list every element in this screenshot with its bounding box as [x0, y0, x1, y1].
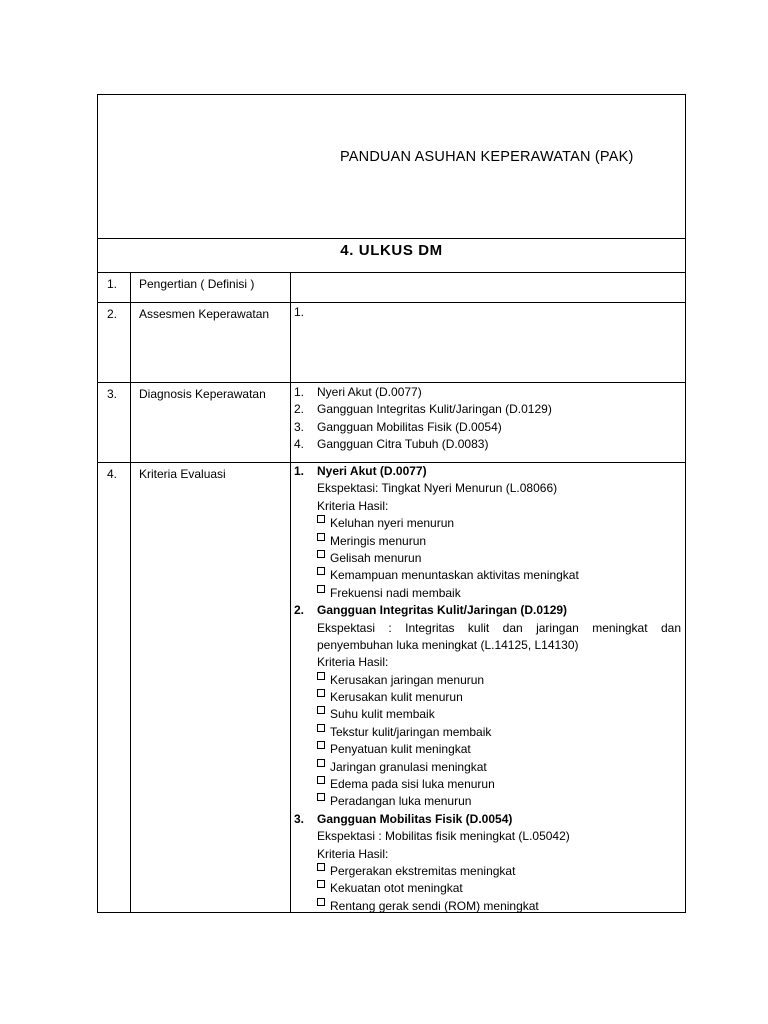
checkbox-icon: [317, 585, 325, 593]
checkbox-icon: [317, 672, 325, 680]
divider: [98, 302, 685, 303]
checkbox-icon: [317, 724, 325, 732]
criteria-item: Tekstur kulit/jaringan membaik: [294, 724, 681, 741]
row-number: 2.: [107, 307, 118, 321]
checkbox-icon: [317, 880, 325, 888]
criteria-item: Kemampuan menuntaskan aktivitas meningkat: [294, 567, 681, 584]
section-title: 4. ULKUS DM: [340, 242, 443, 259]
document-table: [97, 94, 686, 913]
list-item: 3. Gangguan Mobilitas Fisik (D.0054): [294, 419, 502, 434]
criteria-item: Rentang gerak sendi (ROM) meningkat: [294, 898, 681, 915]
row-label-pengertian: Pengertian ( Definisi ): [139, 277, 255, 291]
checkbox-icon: [317, 793, 325, 801]
checkbox-icon: [317, 567, 325, 575]
criteria-item: Meringis menurun: [294, 533, 681, 550]
ekspektasi-text: Ekspektasi: Tingkat Nyeri Menurun (L.08066): [317, 481, 558, 496]
row-label-assesmen: Assesmen Keperawatan: [139, 307, 270, 321]
divider: [98, 238, 685, 239]
diagnosis-list: [294, 384, 552, 454]
criteria-item: Edema pada sisi luka menurun: [294, 776, 681, 793]
divider: [98, 272, 685, 273]
criteria-item: Frekuensi nadi membaik: [294, 585, 681, 602]
checkbox-icon: [317, 776, 325, 784]
criteria-item: Suhu kulit membaik: [294, 706, 681, 723]
list-item: 2. Gangguan Integritas Kulit/Jaringan (D.0129): [294, 402, 552, 417]
checkbox-icon: [317, 515, 325, 523]
kriteria-label: Kriteria Hasil:: [317, 846, 389, 861]
ekspektasi-text: Ekspektasi : Mobilitas fisik meningkat (L.05042): [317, 829, 570, 844]
row-number: 3.: [107, 387, 118, 401]
assesmen-item: 1.: [294, 305, 305, 319]
column-divider: [290, 272, 291, 912]
column-divider: [130, 272, 131, 912]
checkbox-icon: [317, 689, 325, 697]
list-item: 4. Gangguan Citra Tubuh (D.0083): [294, 437, 489, 452]
evaluasi-heading: 2. Gangguan Integritas Kulit/Jaringan (D.0129): [294, 603, 568, 618]
kriteria-label: Kriteria Hasil:: [317, 655, 389, 670]
checkbox-icon: [317, 741, 325, 749]
evaluasi-heading: 3. Gangguan Mobilitas Fisik (D.0054): [294, 811, 513, 826]
criteria-item: Kerusakan kulit menurun: [294, 689, 681, 706]
checkbox-icon: [317, 550, 325, 558]
criteria-item: Kekuatan otot meningkat: [294, 880, 681, 897]
row-number: 4.: [107, 467, 118, 481]
checkbox-icon: [317, 863, 325, 871]
criteria-item: Peradangan luka menurun: [294, 793, 681, 810]
row-label-kriteria: Kriteria Evaluasi: [139, 467, 226, 481]
criteria-item: Pergerakan ekstremitas meningkat: [294, 863, 681, 880]
evaluasi-list: [294, 463, 681, 915]
list-item: 1. Nyeri Akut (D.0077): [294, 385, 422, 399]
document-title: PANDUAN ASUHAN KEPERAWATAN (PAK): [340, 149, 634, 165]
checkbox-icon: [317, 706, 325, 714]
criteria-item: Penyatuan kulit meningkat: [294, 741, 681, 758]
evaluasi-heading: 1. Nyeri Akut (D.0077): [294, 464, 427, 478]
criteria-item: Keluhan nyeri menurun: [294, 515, 681, 532]
criteria-item: Gelisah menurun: [294, 550, 681, 567]
row-number: 1.: [107, 277, 118, 291]
divider: [98, 382, 685, 383]
row-label-diagnosis: Diagnosis Keperawatan: [139, 387, 266, 401]
criteria-item: Jaringan granulasi meningkat: [294, 759, 681, 776]
ekspektasi-text-cont: penyembuhan luka meningkat (L.14125, L14130): [317, 637, 579, 652]
checkbox-icon: [317, 898, 325, 906]
kriteria-label: Kriteria Hasil:: [317, 498, 389, 513]
checkbox-icon: [317, 759, 325, 767]
checkbox-icon: [317, 533, 325, 541]
criteria-item: Kerusakan jaringan menurun: [294, 672, 681, 689]
ekspektasi-text: Ekspektasi : Integritas kulit dan jaringan meningkat dan: [317, 620, 681, 635]
